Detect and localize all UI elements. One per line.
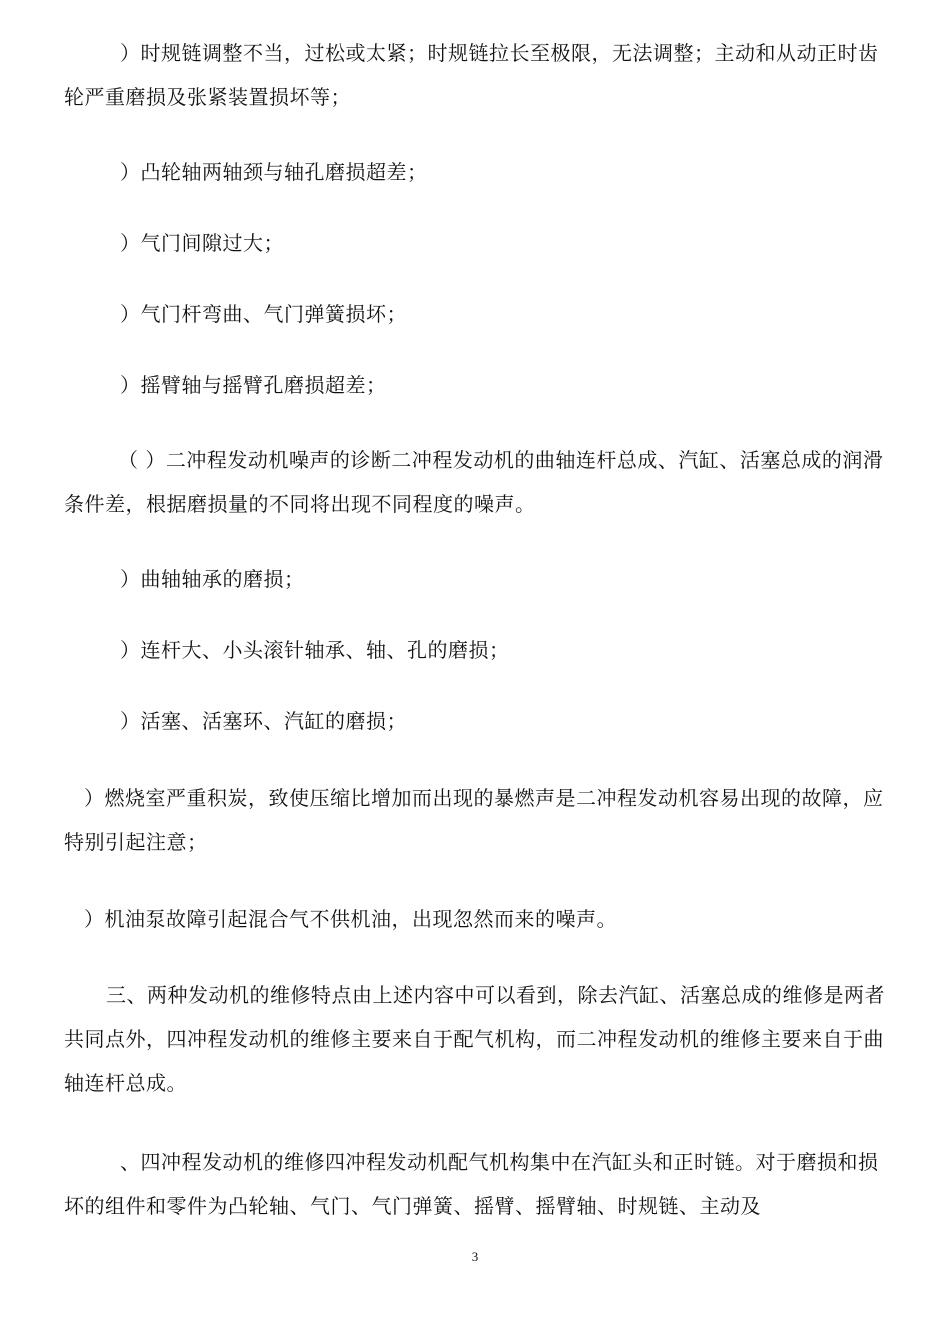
paragraph-carbon-deposit: ）燃烧室严重积炭，致使压缩比增加而出现的暴燃声是二冲程发动机容易出现的故障，应特别引起注意； [64,786,884,854]
paragraph-rocker-shaft: ）摇臂轴与摇臂孔磨损超差； [120,373,387,397]
page-number: 3 [471,1249,479,1264]
paragraph-valve-stem: ）气门杆弯曲、气门弹簧损坏； [120,302,407,326]
paragraph-piston-wear: ）活塞、活塞环、汽缸的磨损； [120,709,407,733]
paragraph-camshaft-journal: ）凸轮轴两轴颈与轴孔磨损超差； [120,160,428,184]
paragraph-valve-clearance: ）气门间隙过大； [120,231,284,255]
paragraph-crank-bearing: ）曲轴轴承的磨损； [120,567,305,591]
paragraph-four-stroke-repair: 、四冲程发动机的维修四冲程发动机配气机构集中在汽缸头和正时链。对于磨损和损坏的组件和零件为凸轮轴、气门、气门弹簧、摇臂、摇臂轴、时规链、主动及 [64,1150,879,1218]
paragraph-timing-chain: ）时规链调整不当，过松或太紧；时规链拉长至极限，无法调整；主动和从动正时齿轮严重磨损及张紧装置损坏等； [64,41,879,109]
paragraph-oil-pump: ）机油泵故障引起混合气不供机油，出现忽然而来的噪声。 [84,907,617,931]
paragraph-conrod-bearing: ）连杆大、小头滚针轴承、轴、孔的磨损； [120,638,510,662]
paragraph-section-three: 三、两种发动机的维修特点由上述内容中可以看到，除去汽缸、活塞总成的维修是两者共同点外，四冲程发动机的维修主要来自于配气机构，而二冲程发动机的维修主要来自于曲轴连杆总成。 [64,983,885,1095]
paragraph-two-stroke-noise: （ ）二冲程发动机噪声的诊断二冲程发动机的曲轴连杆总成、汽缸、活塞总成的润滑条件差，根据磨损量的不同将出现不同程度的噪声。 [64,448,884,516]
